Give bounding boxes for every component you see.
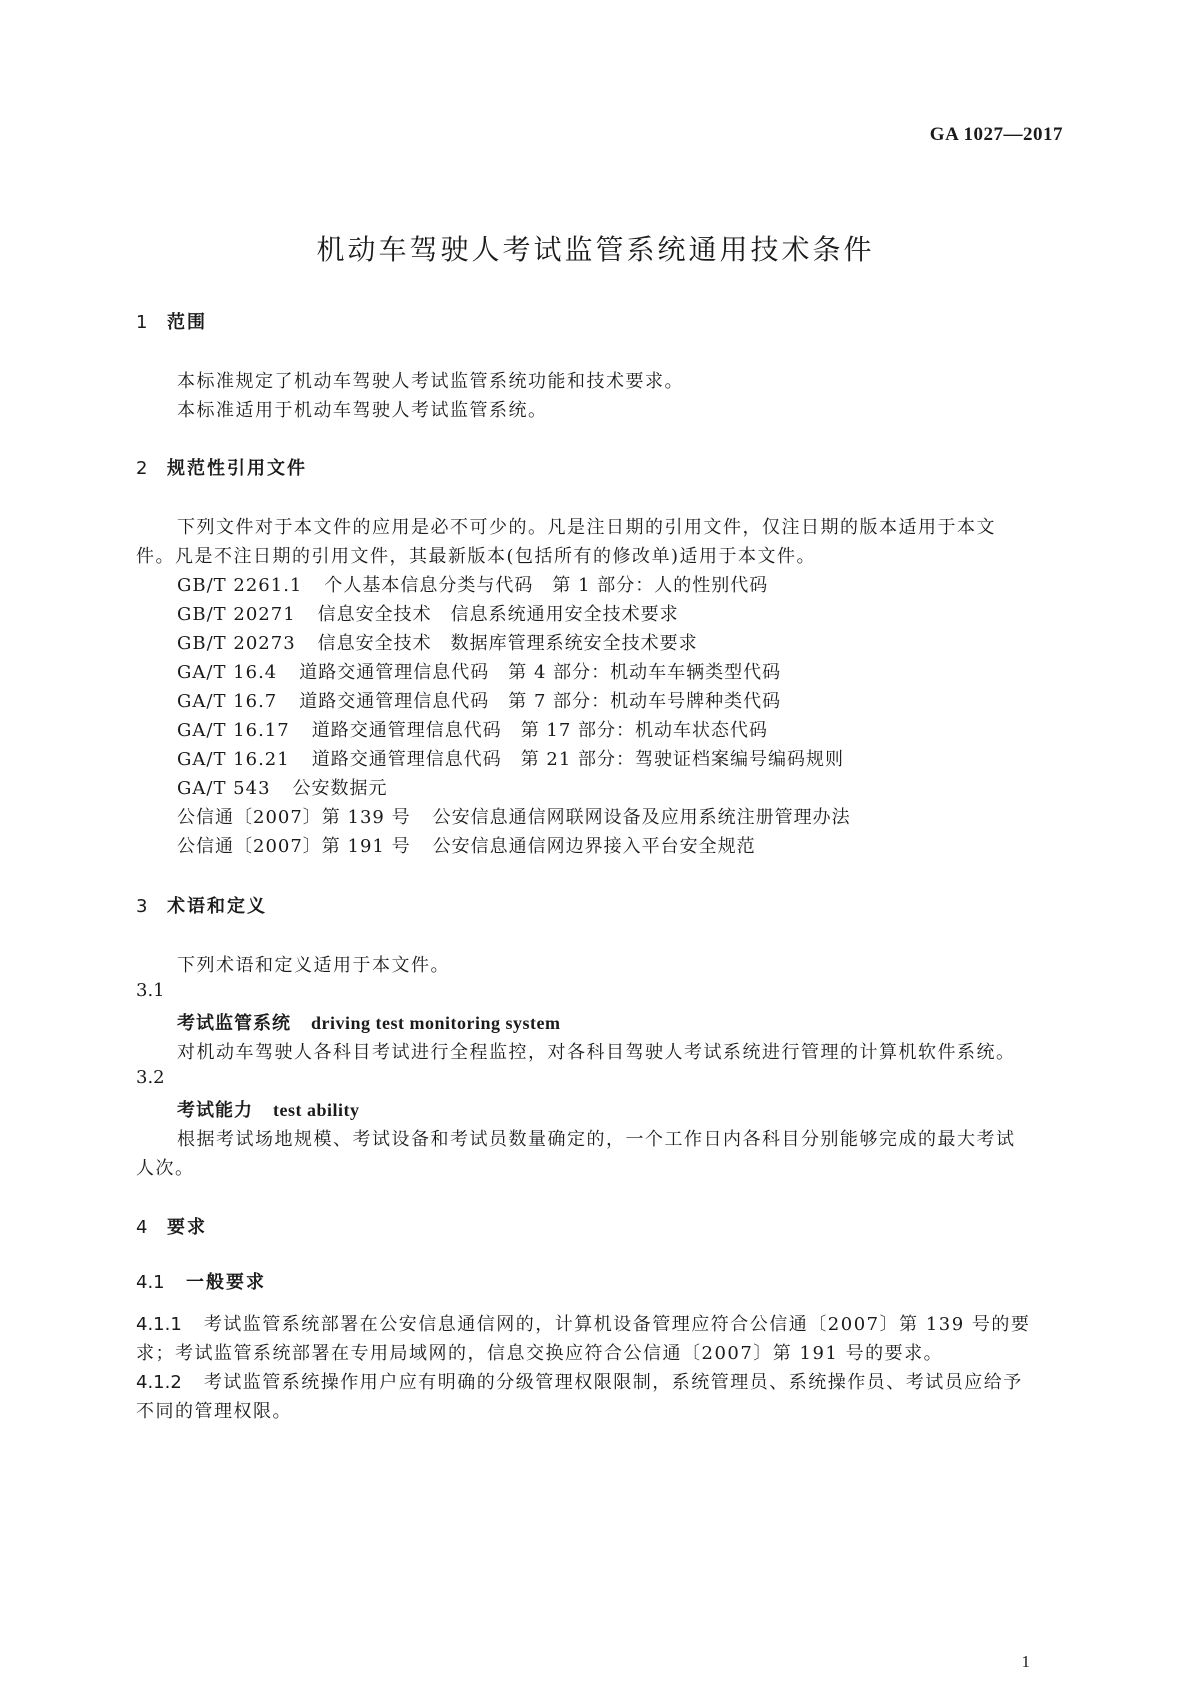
- reference-item: [177, 832, 756, 858]
- reference-item: [177, 687, 781, 713]
- reference-code: 公信通〔2007〕第 191 号: [177, 836, 411, 857]
- term-en: test ability: [273, 1100, 360, 1120]
- term-heading: [177, 1096, 360, 1122]
- reference-item: [177, 629, 698, 655]
- clause-number: 4.1.1: [136, 1314, 182, 1335]
- term-zh: 考试能力: [177, 1100, 253, 1121]
- reference-item: [177, 600, 679, 626]
- reference-item: [177, 774, 388, 800]
- paragraph: 本标准适用于机动车驾驶人考试监管系统。: [177, 400, 548, 421]
- clause: [136, 1368, 1023, 1394]
- clause-continuation: 求；考试监管系统部署在专用局域网的，信息交换应符合公信通〔2007〕第 191 号的要求。: [136, 1343, 944, 1364]
- document-title: 机动车驾驶人考试监管系统通用技术条件: [316, 233, 875, 266]
- reference-title: 公安数据元: [292, 778, 388, 799]
- reference-code: 公信通〔2007〕第 139 号: [177, 807, 411, 828]
- paragraph: 下列文件对于本文件的应用是必不可少的。凡是注日期的引用文件，仅注日期的版本适用于本文: [177, 517, 996, 538]
- clause-number: 4.1.2: [136, 1372, 182, 1393]
- section-title: 规范性引用文件: [167, 458, 307, 479]
- reference-item: [177, 571, 768, 597]
- paragraph: 下列术语和定义适用于本文件。: [177, 955, 450, 976]
- reference-code: GB/T 2261.1: [177, 575, 303, 596]
- section-heading-requirements: [136, 1213, 207, 1239]
- section-title: 术语和定义: [167, 896, 267, 917]
- reference-title: 信息安全技术 数据库管理系统安全技术要求: [317, 633, 698, 654]
- section-number: 4: [136, 1217, 148, 1238]
- page-number: 1: [1021, 1652, 1030, 1671]
- reference-item: [177, 716, 768, 742]
- clause-text: 考试监管系统操作用户应有明确的分级管理权限限制，系统管理员、系统操作员、考试员应给予: [203, 1372, 1023, 1393]
- reference-title: 公安信息通信网联网设备及应用系统注册管理办法: [432, 807, 851, 828]
- section-heading-terms: [136, 892, 267, 918]
- term-definition: 对机动车驾驶人各科目考试进行全程监控，对各科目驾驶人考试系统进行管理的计算机软件系统。: [177, 1042, 1016, 1063]
- reference-item: [177, 658, 781, 684]
- standard-code: GA 1027—2017: [929, 124, 1063, 145]
- term-number: 3.2: [136, 1067, 165, 1088]
- reference-title: 信息安全技术 信息系统通用安全技术要求: [317, 604, 679, 625]
- reference-item: [177, 803, 851, 829]
- reference-title: 公安信息通信网边界接入平台安全规范: [432, 836, 756, 857]
- subsection-heading-general: [136, 1268, 266, 1294]
- reference-code: GA/T 16.17: [177, 720, 290, 741]
- paragraph: 本标准规定了机动车驾驶人考试监管系统功能和技术要求。: [177, 371, 684, 392]
- reference-item: [177, 745, 844, 771]
- section-heading-scope: [136, 308, 207, 334]
- term-zh: 考试监管系统: [177, 1013, 291, 1034]
- reference-title: 道路交通管理信息代码 第 7 部分：机动车号牌种类代码: [299, 691, 782, 712]
- term-definition-continuation: 人次。: [136, 1158, 195, 1179]
- section-heading-normative-references: [136, 454, 307, 480]
- section-title: 要求: [167, 1217, 207, 1238]
- clause-text: 考试监管系统部署在公安信息通信网的，计算机设备管理应符合公信通〔2007〕第 139 号的要: [203, 1314, 1031, 1335]
- section-number: 1: [136, 312, 148, 333]
- term-number: 3.1: [136, 980, 165, 1001]
- term-definition: 根据考试场地规模、考试设备和考试员数量确定的，一个工作日内各科目分别能够完成的最大考试: [177, 1129, 1016, 1150]
- section-title: 范围: [167, 312, 207, 333]
- term-en: driving test monitoring system: [311, 1013, 561, 1033]
- subsection-number: 4.1: [136, 1272, 165, 1293]
- reference-code: GA/T 16.21: [177, 749, 290, 770]
- reference-code: GA/T 543: [177, 778, 271, 799]
- reference-title: 道路交通管理信息代码 第 4 部分：机动车车辆类型代码: [299, 662, 782, 683]
- section-number: 3: [136, 896, 148, 917]
- term-heading: [177, 1009, 560, 1035]
- reference-title: 道路交通管理信息代码 第 21 部分：驾驶证档案编号编码规则: [311, 749, 845, 770]
- clause-continuation: 不同的管理权限。: [136, 1401, 292, 1422]
- reference-code: GA/T 16.4: [177, 662, 278, 683]
- reference-title: 个人基本信息分类与代码 第 1 部分：人的性别代码: [324, 575, 769, 596]
- subsection-title: 一般要求: [186, 1272, 266, 1293]
- reference-title: 道路交通管理信息代码 第 17 部分：机动车状态代码: [311, 720, 769, 741]
- section-number: 2: [136, 458, 148, 479]
- paragraph-continuation: 件。凡是不注日期的引用文件，其最新版本(包括所有的修改单)适用于本文件。: [136, 546, 817, 567]
- clause: [136, 1310, 1030, 1336]
- reference-code: GA/T 16.7: [177, 691, 278, 712]
- reference-code: GB/T 20271: [177, 604, 296, 625]
- reference-code: GB/T 20273: [177, 633, 296, 654]
